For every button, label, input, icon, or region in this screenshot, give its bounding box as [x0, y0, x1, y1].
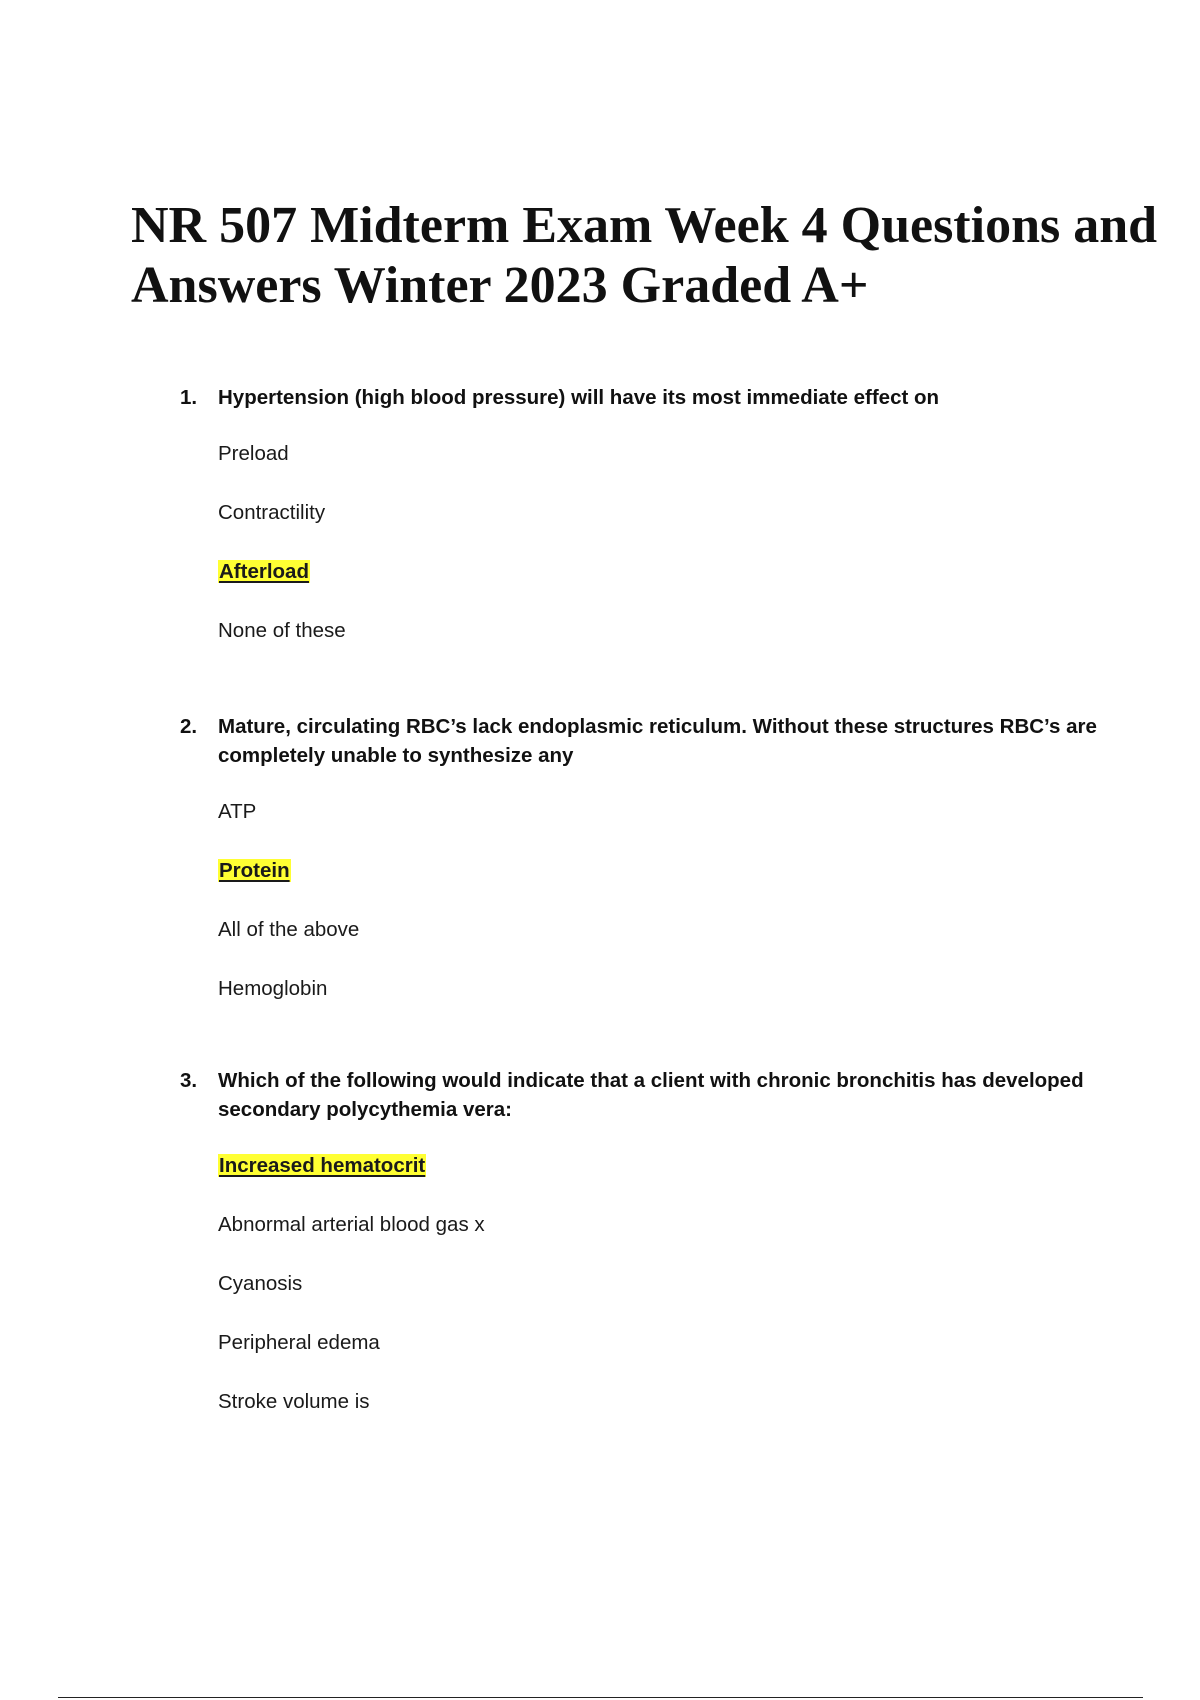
question-2 [180, 712, 1100, 1003]
answer-option [218, 1210, 1100, 1239]
answer-option [218, 1387, 1100, 1416]
answer-text: Contractility [218, 501, 326, 524]
answer-text: None of these [218, 619, 346, 642]
answer-text: Preload [218, 442, 289, 465]
answer-option [218, 1328, 1100, 1357]
answer-option [218, 439, 1100, 468]
question-3 [180, 1066, 1100, 1416]
answer-text: Cyanosis [218, 1272, 303, 1295]
answer-option [218, 616, 1100, 645]
question-text: Which of the following would indicate that a client with chronic bronchitis has developed secondary polycythemia vera: [218, 1069, 1084, 1121]
answer-text: Hemoglobin [218, 977, 328, 1000]
answer-text: All of the above [218, 918, 360, 941]
answer-option [218, 915, 1100, 944]
answer-options [180, 439, 1100, 645]
answer-option-correct [218, 557, 1100, 586]
correct-answer-highlight: Afterload [219, 560, 309, 583]
answer-text: ATP [218, 800, 257, 823]
question-number: 3. [180, 1069, 198, 1092]
question-number: 1. [180, 386, 198, 409]
question-stem [180, 712, 1100, 770]
answer-option [218, 974, 1100, 1003]
question-number: 2. [180, 715, 198, 738]
correct-answer-highlight: Protein [219, 859, 290, 882]
answer-options [180, 797, 1100, 1003]
answer-option [218, 498, 1100, 527]
document-title-line-2: Answers Winter 2023 Graded A+ [131, 257, 869, 314]
answer-text: Stroke volume is [218, 1390, 370, 1413]
answer-text: Abnormal arterial blood gas x [218, 1213, 485, 1236]
answer-options [180, 1151, 1100, 1416]
answer-option-correct [218, 1151, 1100, 1180]
question-text: Mature, circulating RBC’s lack endoplasmic reticulum. Without these structures RBC’s are completely unable to synthesize any [218, 715, 1097, 767]
correct-answer-highlight: Increased hematocrit [219, 1154, 426, 1177]
question-1 [180, 383, 1100, 645]
answer-option-correct [218, 856, 1100, 885]
document-title-line-1: NR 507 Midterm Exam Week 4 Questions and [131, 197, 1158, 254]
question-stem [180, 1066, 1100, 1124]
question-stem [180, 383, 1100, 412]
answer-option [218, 797, 1100, 826]
document-title [131, 196, 1191, 316]
question-text: Hypertension (high blood pressure) will have its most immediate effect on [218, 386, 940, 409]
answer-option [218, 1269, 1100, 1298]
footer-divider [58, 1697, 1143, 1698]
answer-text: Peripheral edema [218, 1331, 380, 1354]
